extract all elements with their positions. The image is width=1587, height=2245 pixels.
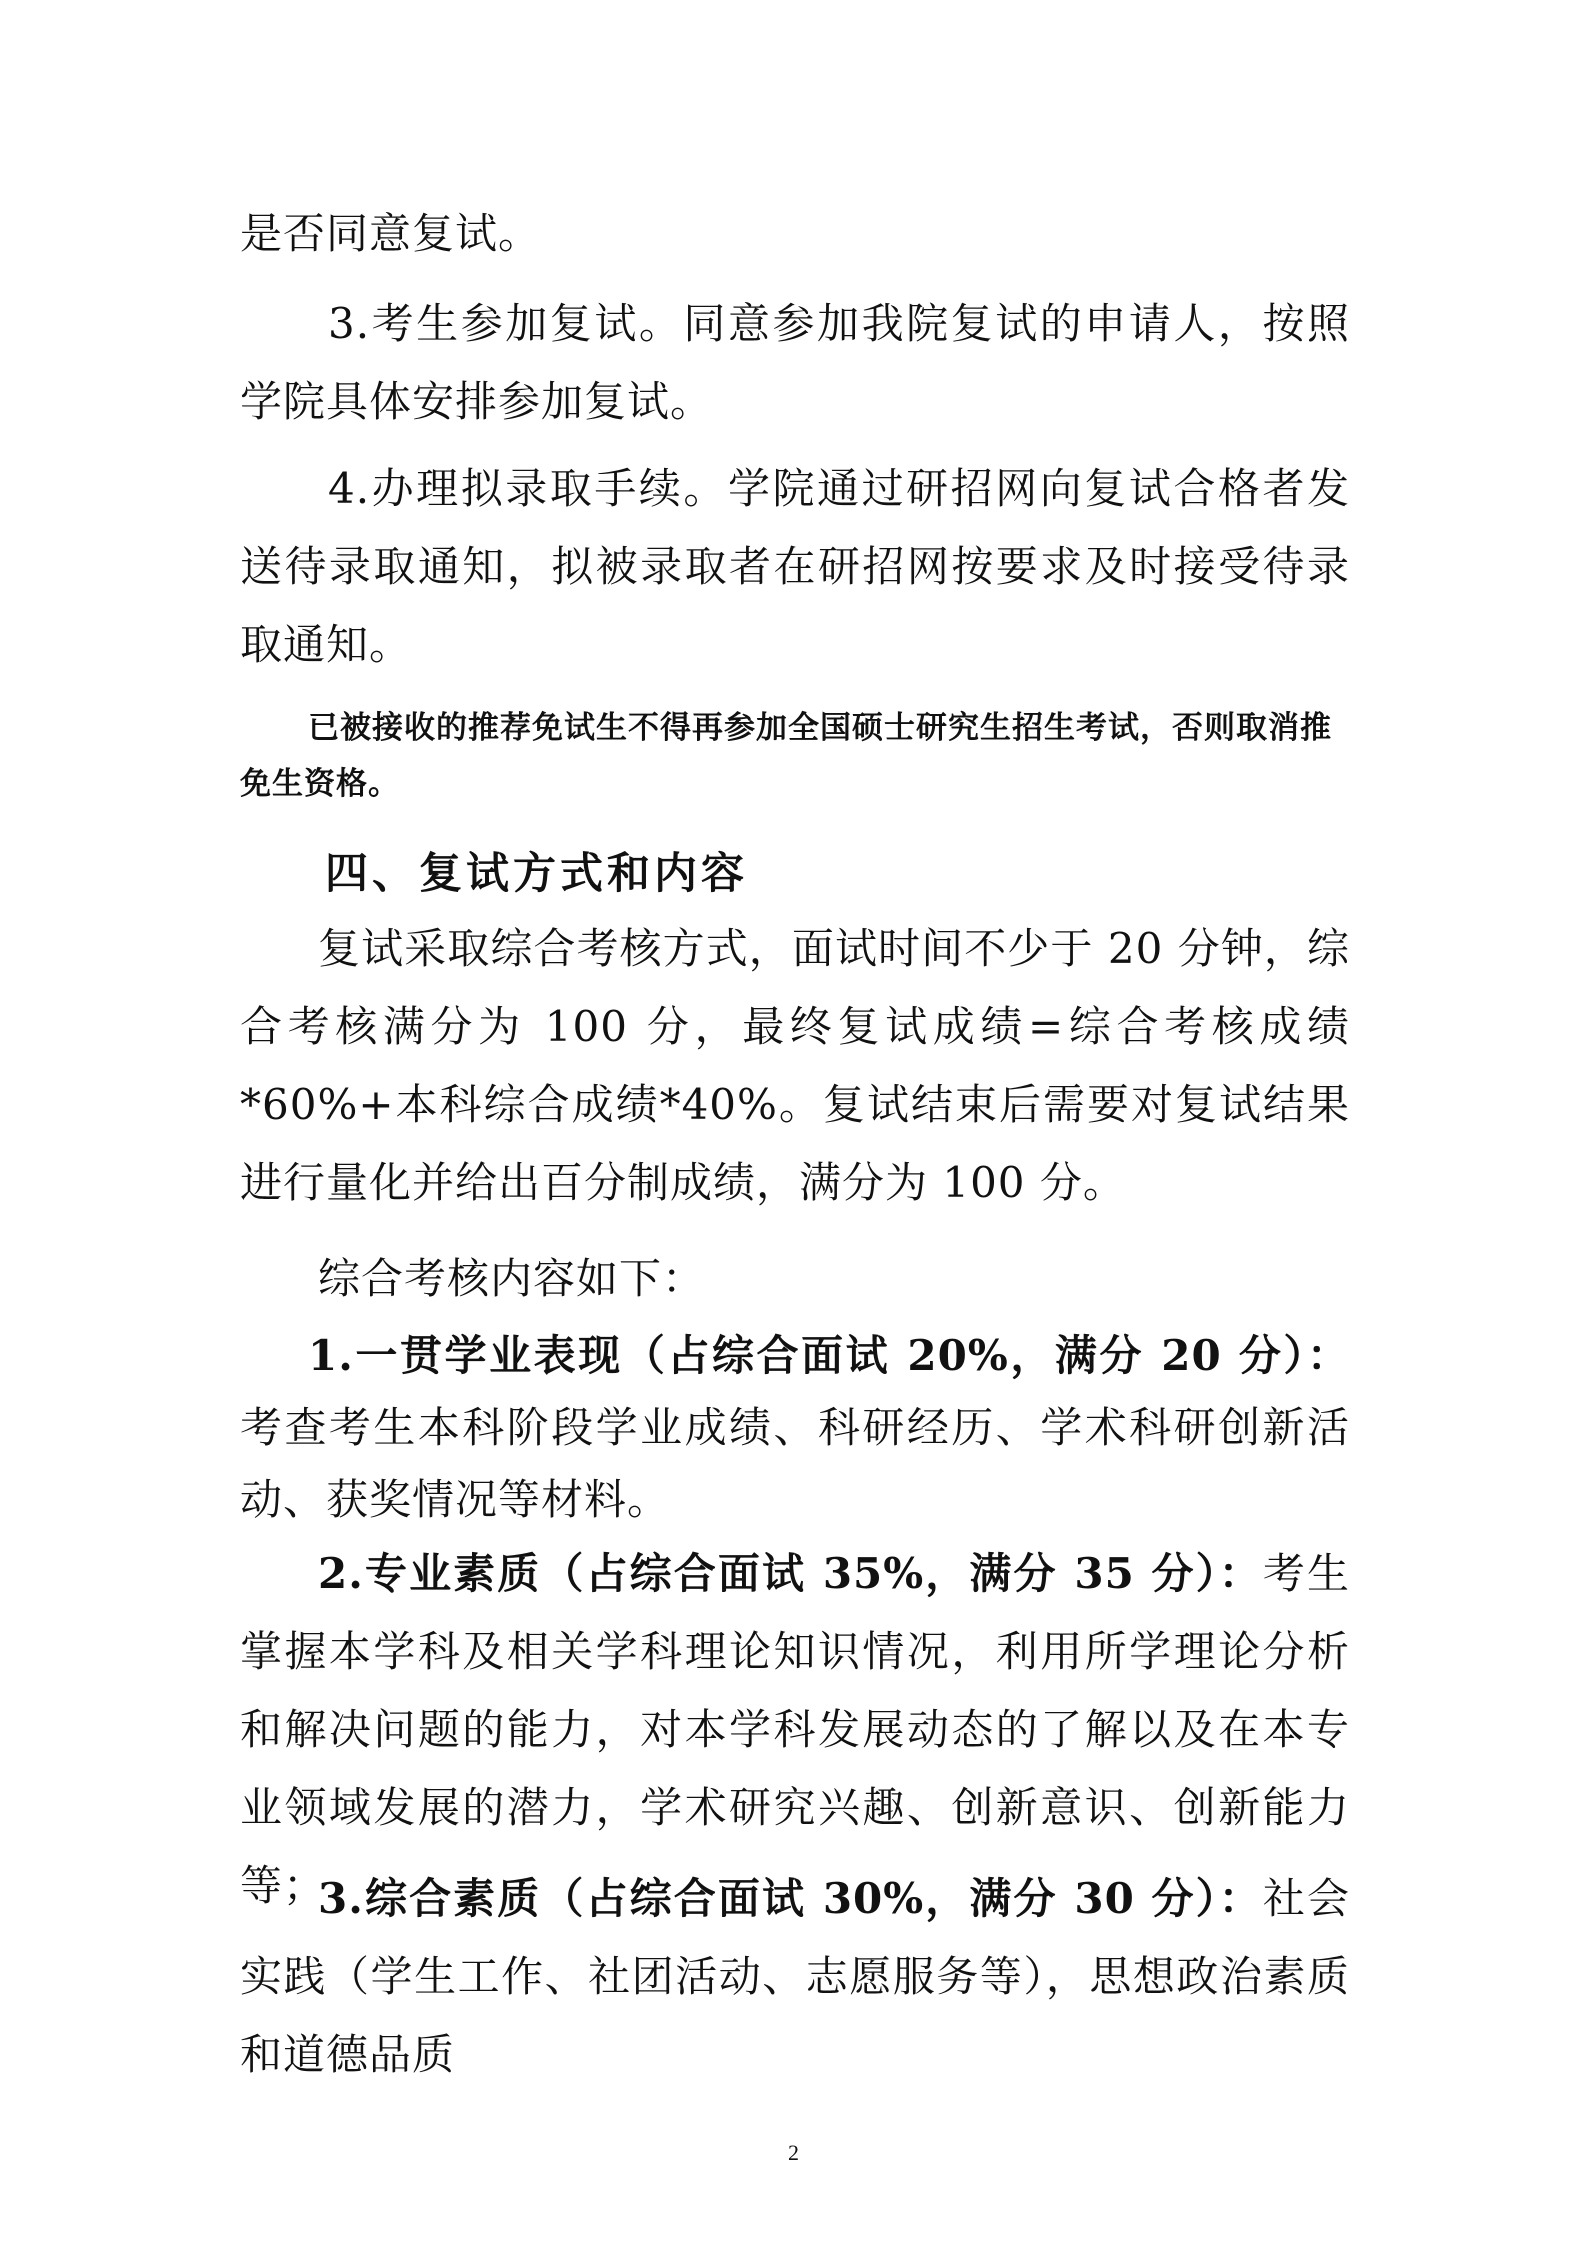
item-3-text: 社会实践（学生工作、社团活动、志愿服务等），思想政治素质和道德品质 xyxy=(240,1874,1350,2079)
item-1-title: 1.一贯学业表现（占综合面试 20%，满分 20 分）： xyxy=(308,1331,1350,1380)
item-1-text: 考查考生本科阶段学业成绩、科研经历、学术科研创新活动、获奖情况等材料。 xyxy=(240,1403,1350,1524)
paragraph-method-text: 复试采取综合考核方式，面试时间不少于 20 分钟，综合考核满分为 100 分，最终复试成绩=综合考核成绩*60%+本科综合成绩*40%。复试结束后需要对复试结果进行量化并给出百分制成绩，满分为 100 分。 xyxy=(240,924,1350,1207)
item-1 xyxy=(240,1320,1350,1536)
paragraph-content-intro xyxy=(240,1240,1350,1318)
paragraph-step-4-text: 4.办理拟录取手续。学院通过研招网向复试合格者发送待录取通知，拟被录取者在研招网按要求及时接受待录取通知。 xyxy=(240,464,1350,669)
paragraph-step-4 xyxy=(240,450,1350,684)
paragraph-content-intro-text: 综合考核内容如下： xyxy=(318,1254,706,1303)
section-heading: 四、复试方式和内容 xyxy=(325,849,748,899)
recommendation-note-text: 已被接收的推荐免试生不得再参加全国硕士研究生招生考试，否则取消推免生资格。 xyxy=(240,710,1332,802)
paragraph-continued-text: 是否同意复试。 xyxy=(240,209,542,258)
item-2-title: 2.专业素质（占综合面试 35%，满分 35 分）： xyxy=(318,1549,1263,1598)
recommendation-note xyxy=(240,700,1350,812)
paragraph-continued xyxy=(240,195,1350,273)
item-3-title: 3.综合素质（占综合面试 30%，满分 30 分）： xyxy=(318,1874,1263,1923)
page-number: 2 xyxy=(788,2140,799,2165)
item-2-text: 考生掌握本学科及相关学科理论知识情况，利用所学理论分析和解决问题的能力，对本学科发展动态的了解以及在本专业领域发展的潜力，学术研究兴趣、创新意识、创新能力等； xyxy=(240,1549,1350,1910)
item-3 xyxy=(240,1860,1350,2094)
paragraph-method xyxy=(240,910,1350,1222)
paragraph-step-3-text: 3.考生参加复试。同意参加我院复试的申请人，按照学院具体安排参加复试。 xyxy=(240,299,1350,426)
paragraph-step-3 xyxy=(240,285,1350,441)
